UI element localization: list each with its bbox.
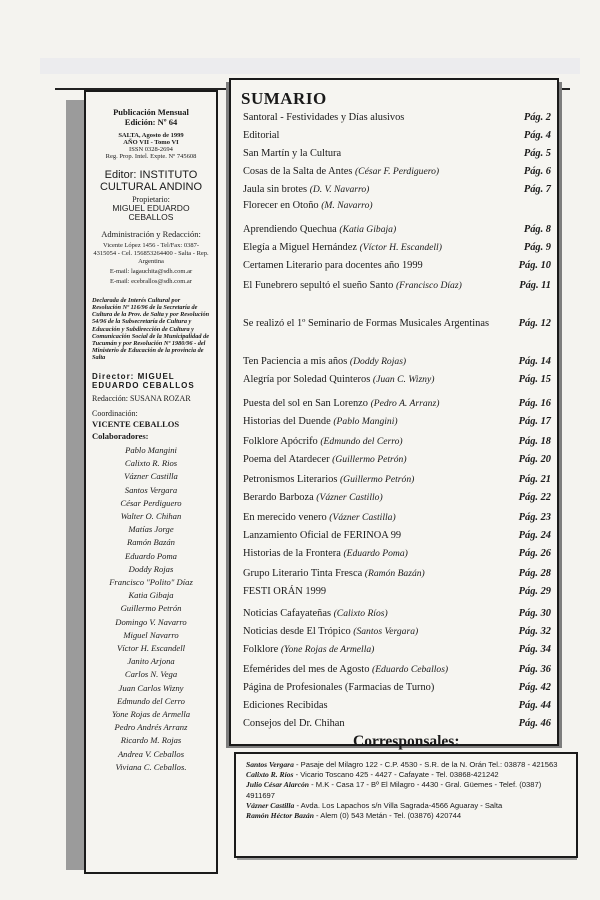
toc-page-number: Pág. 21 xyxy=(518,474,551,485)
date-line: SALTA, Agosto de 1999 xyxy=(118,131,184,139)
publication-frequency: Publicación Mensual xyxy=(113,107,189,117)
editor: Editor: INSTITUTO CULTURAL ANDINO xyxy=(99,169,203,193)
toc-title-text: Grupo Literario Tinta Fresca xyxy=(243,568,363,579)
toc-page-number: Pág. 36 xyxy=(518,664,551,675)
toc-author: (Francisco Díaz) xyxy=(395,280,462,291)
owner-label: Propietario: xyxy=(132,195,170,205)
toc-title-text: Noticias desde El Trópico xyxy=(243,626,351,637)
toc-title-text: En merecido venero xyxy=(243,512,327,523)
toc-entry-title xyxy=(243,608,505,621)
collaborator-name: Santos Vergara xyxy=(124,484,178,495)
toc-page-number: Pág. 44 xyxy=(518,700,551,711)
redaccion: Redacción: SUSANA ROZAR xyxy=(92,394,191,404)
corresponsal-details: - Avda. Los Lapachos s/n Villa Sagrada-4566 Aguaray - Salta xyxy=(294,800,503,810)
toc-page-number: Pág. 10 xyxy=(518,260,551,271)
toc-entry-title xyxy=(243,644,505,657)
toc-entry-title xyxy=(243,682,505,695)
corresponsal-name: Vázner Castilla xyxy=(246,800,295,810)
year-line: AÑO VII - Tomo VI xyxy=(123,138,179,146)
collaborator-name: Vázner Castilla xyxy=(124,471,178,482)
toc-title-text: Noticias Cafayateñas xyxy=(243,608,331,619)
collaborator-name: Guillermo Petrón xyxy=(120,603,182,614)
toc-author: (Guillermo Petrón) xyxy=(332,454,407,465)
toc-entry-title xyxy=(243,356,505,369)
collaborator-name: Edmundo del Cerro xyxy=(117,695,185,706)
toc-entry-title xyxy=(243,512,505,525)
toc-page-number: Pág. 29 xyxy=(518,586,551,597)
toc-entry-title xyxy=(243,112,505,125)
toc-page-number: Pág. 30 xyxy=(518,608,551,619)
collaborators-list xyxy=(92,444,210,774)
collaborator-name: Matías Jorge xyxy=(128,524,174,535)
collaborator-name: Janito Arjona xyxy=(127,656,175,667)
collaborator-name: Eduardo Poma xyxy=(125,550,177,561)
toc-entry-title xyxy=(243,568,505,581)
director: Director: MIGUEL EDUARDO CEBALLOS xyxy=(92,371,195,390)
toc-page-number: Pág. 23 xyxy=(518,512,551,523)
corresponsal-entry xyxy=(246,780,570,800)
corresponsal-name: Calixto R. Ríos xyxy=(246,770,294,780)
corresponsal-entry xyxy=(246,811,570,821)
toc-author: (Vázner Castilla) xyxy=(329,512,396,523)
collaborator-name: Doddy Rojas xyxy=(128,563,174,574)
corresponsal-entry xyxy=(246,760,570,770)
toc-entry-title xyxy=(243,166,505,179)
toc-title-text: Página de Profesionales (Farmacias de Turno) xyxy=(243,682,435,693)
toc-entry-title xyxy=(243,718,505,731)
toc-page-number: Pág. 12 xyxy=(518,318,551,329)
toc-author: (Santos Vergara) xyxy=(353,626,419,637)
corresponsal-details: - Alem (0) 543 Metán - Tel. (03876) 420744 xyxy=(313,811,462,821)
toc-title-text: Efemérides del mes de Agosto xyxy=(243,664,370,675)
corresponsal-details: - M.K - Casa 17 - Bº El Milagro - 4430 - Gral. Güemes - Telef. (0387) 4911697 xyxy=(246,780,542,800)
toc-page-number: Pág. 34 xyxy=(518,644,551,655)
toc-title-text: Folklore Apócrifo xyxy=(243,436,318,447)
toc-title-text: Elegía a Miguel Hernández xyxy=(243,242,357,253)
masthead-column xyxy=(84,90,218,874)
toc-title-text: Lanzamiento Oficial de FERINOA 99 xyxy=(243,530,402,541)
toc-author: (César F. Perdiguero) xyxy=(354,166,440,177)
sumario-box xyxy=(229,78,559,746)
toc-entry-title xyxy=(243,280,505,293)
toc-page-number: Pág. 8 xyxy=(523,224,551,235)
toc-entry-title xyxy=(243,130,505,143)
toc-entry-title xyxy=(243,260,505,273)
collaborator-name: César Perdiguero xyxy=(120,497,182,508)
collaborator-name: Yone Rojas de Armella xyxy=(111,709,191,720)
bleed-through-band xyxy=(40,58,580,74)
toc-entry-title xyxy=(243,626,505,639)
toc-page-number: Pág. 46 xyxy=(518,718,551,729)
toc-author: (Pablo Mangini) xyxy=(333,416,398,427)
toc-page-number: Pág. 22 xyxy=(518,492,551,503)
toc-title-text: Cosas de la Salta de Antes xyxy=(243,166,353,177)
corresponsal-details: - Vicario Toscano 425 - 4427 - Cafayate - Tel. 03868-421242 xyxy=(293,770,499,780)
toc-title-text: Editorial xyxy=(243,130,280,141)
toc-title-text: Historias de la Frontera xyxy=(243,548,341,559)
toc-entry-title xyxy=(243,374,505,387)
address: Vicente López 1456 - Tel/Fax: 0387-4315054 - Cel. 156853264400 - Salta - Rep. Argentina xyxy=(93,241,209,266)
toc-entry-title xyxy=(243,200,505,213)
collaborator-name: Miguel Navarro xyxy=(123,629,179,640)
collaborator-name: Viviana C. Ceballos. xyxy=(115,761,187,772)
toc-author: (D. V. Navarro) xyxy=(309,184,370,195)
toc-entry-title xyxy=(243,416,505,429)
toc-title-text: Berardo Barboza xyxy=(243,492,314,503)
declaration: Declarada de Interés Cultural por Resolución Nº 116/96 de la Secretaría de Cultura de la Prov. de Salta y por Resolución 54/96 de la Subsecretaría de Cultura y Educación y Subdirección de Cultura y Comunicación Social de la Municipalidad de Tucumán y por Resolución Nº 1980/96 - del Ministerio de Educación de la provincia de Salta xyxy=(92,296,210,362)
toc-author: (M. Navarro) xyxy=(321,200,373,211)
toc-page-number: Pág. 4 xyxy=(523,130,551,141)
toc-page-number: Pág. 24 xyxy=(518,530,551,541)
toc-page-number: Pág. 5 xyxy=(523,148,551,159)
toc-title-text: Aprendiendo Quechua xyxy=(243,224,337,235)
coordination-name: VICENTE CEBALLOS xyxy=(92,419,180,430)
collaborator-name: Víctor H. Escandell xyxy=(116,643,186,654)
toc-author: (Katia Gibaja) xyxy=(339,224,397,235)
left-column-shadow xyxy=(66,100,86,870)
corresponsales-box xyxy=(234,752,578,858)
corresponsal-entry xyxy=(246,801,570,811)
corresponsales-title: Corresponsales: xyxy=(353,733,460,750)
masthead-content xyxy=(92,102,210,774)
toc-entry-title xyxy=(243,548,505,561)
toc-page-number: Pág. 14 xyxy=(518,356,551,367)
coordination-label: Coordinación: xyxy=(92,409,138,419)
toc-entry-title xyxy=(243,242,505,255)
toc-title-text: Alegría por Soledad Quinteros xyxy=(243,374,371,385)
collaborator-name: Katia Gibaja xyxy=(128,590,174,601)
toc-page-number: Pág. 42 xyxy=(518,682,551,693)
toc-author: (Doddy Rojas) xyxy=(349,356,407,367)
registration: Reg. Prop. Intel. Expte. Nº 745608 xyxy=(105,152,197,160)
toc-entry-title xyxy=(243,148,505,161)
toc-author: (Yone Rojas de Armella) xyxy=(280,644,375,655)
toc-author: (Ramón Bazán) xyxy=(364,568,425,579)
toc-title-text: Ten Paciencia a mis años xyxy=(243,356,348,367)
toc-page-number: Pág. 2 xyxy=(523,112,551,123)
toc-entry-title xyxy=(243,530,505,543)
toc-entry-title xyxy=(243,586,505,599)
toc-author: (Pedro A. Arranz) xyxy=(370,398,440,409)
toc-page-number: Pág. 20 xyxy=(518,454,551,465)
toc-title-text: Certamen Literario para docentes año 1999 xyxy=(243,260,423,271)
toc-title-text: El Funebrero sepultó el sueño Santo xyxy=(243,280,394,291)
email-2: E-mail: ecebrallos@sdh.com.ar xyxy=(110,278,192,286)
toc-page-number: Pág. 28 xyxy=(518,568,551,579)
toc-author: (Guillermo Petrón) xyxy=(339,474,415,485)
edition-number: Edición: Nº 64 xyxy=(124,116,178,127)
collaborator-name: Carlos N. Vega xyxy=(124,669,178,680)
toc-title-text: Ediciones Recibidas xyxy=(243,700,328,711)
toc-page-number: Pág. 9 xyxy=(523,242,551,253)
collaborators-label: Colaboradores: xyxy=(92,431,149,442)
toc-entry-title xyxy=(243,436,505,449)
collaborator-name: Juan Carlos Wizny xyxy=(118,682,184,693)
toc-entry-title xyxy=(243,454,505,467)
corresponsal-name: Ramón Héctor Bazán xyxy=(246,811,314,821)
toc-title-text: Poema del Atardecer xyxy=(243,454,330,465)
toc-title-text: FESTI ORÁN 1999 xyxy=(243,586,327,597)
corresponsal-name: Santos Vergara xyxy=(246,760,294,769)
toc-author: (Eduardo Ceballos) xyxy=(372,664,449,675)
toc-entry-title xyxy=(243,318,505,331)
issn: ISSN 0328-2694 xyxy=(129,145,173,153)
collaborator-name: Domingo V. Navarro xyxy=(115,616,187,627)
collaborator-name: Andrea V. Ceballos xyxy=(117,748,185,759)
toc-page-number: Pág. 15 xyxy=(518,374,551,385)
collaborator-name: Ricardo M. Rojas xyxy=(120,735,182,746)
toc-entry-title xyxy=(243,224,505,237)
toc-entry-title xyxy=(243,474,505,487)
toc-title-text: Petronismos Literarios xyxy=(243,474,338,485)
toc-author: (Juan C. Wizny) xyxy=(372,374,435,385)
toc-author: (Edmundo del Cerro) xyxy=(320,436,403,447)
toc-entry-title xyxy=(243,664,505,677)
toc-author: (Vázner Castillo) xyxy=(316,492,383,503)
toc-author: (Víctor H. Escandell) xyxy=(359,242,442,253)
sumario-title: SUMARIO xyxy=(241,89,327,108)
toc-title-text: Consejos del Dr. Chihan xyxy=(243,718,345,729)
toc-title-text: Jaula sin brotes xyxy=(243,184,308,195)
toc-title-text: Florecer en Otoño xyxy=(243,200,319,211)
collaborator-name: Ramón Bazán xyxy=(127,537,175,548)
toc-title-text: Folklore xyxy=(243,644,279,655)
toc-title-text: Se realizó el 1º Seminario de Formas Musicales Argentinas xyxy=(243,318,490,329)
toc-title-text: Santoral - Festividades y Días alusivos xyxy=(243,112,405,123)
corresponsal-name: Julio César Alarcón xyxy=(246,780,310,790)
toc-page-number: Pág. 11 xyxy=(519,280,551,291)
corresponsal-entry xyxy=(246,770,570,780)
toc-page-number: Pág. 26 xyxy=(518,548,551,559)
owner-name: MIGUEL EDUARDO CEBALLOS xyxy=(112,203,190,223)
toc-entry-title xyxy=(243,700,505,713)
toc-title-text: San Martín y la Cultura xyxy=(243,148,342,159)
toc-title-text: Historias del Duende xyxy=(243,416,331,427)
toc-entry-title xyxy=(243,398,505,411)
toc-page-number: Pág. 17 xyxy=(518,416,551,427)
collaborator-name: Pedro Andrés Arranz xyxy=(114,722,188,733)
toc-page-number: Pág. 16 xyxy=(518,398,551,409)
toc-page-number: Pág. 6 xyxy=(523,166,551,177)
toc-author: (Eduardo Poma) xyxy=(343,548,408,559)
toc-entry-title xyxy=(243,184,505,197)
collaborator-name: Francisco "Polito" Díaz xyxy=(109,577,193,588)
admin-label: Administración y Redacción: xyxy=(101,229,201,240)
toc-page-number: Pág. 7 xyxy=(523,184,551,195)
toc-entry-title xyxy=(243,492,505,505)
corresponsales-list xyxy=(246,760,570,821)
toc-page-number: Pág. 18 xyxy=(518,436,551,447)
toc-author: (Calixto Ríos) xyxy=(333,608,388,619)
collaborator-name: Pablo Mangini xyxy=(125,445,177,455)
collaborator-name: Walter O. Chihan xyxy=(120,511,182,522)
toc-page-number: Pág. 32 xyxy=(518,626,551,637)
email-1: E-mail: lagauchita@sdh.com.ar xyxy=(109,268,193,276)
collaborator-name: Calixto R. Rios xyxy=(124,458,178,469)
corresponsal-details: - Pasaje del Milagro 122 - C.P. 4530 - S.R. de la N. Orán Tel.: 03878 - 421563 xyxy=(293,760,558,769)
toc-title-text: Puesta del sol en San Lorenzo xyxy=(243,398,368,409)
